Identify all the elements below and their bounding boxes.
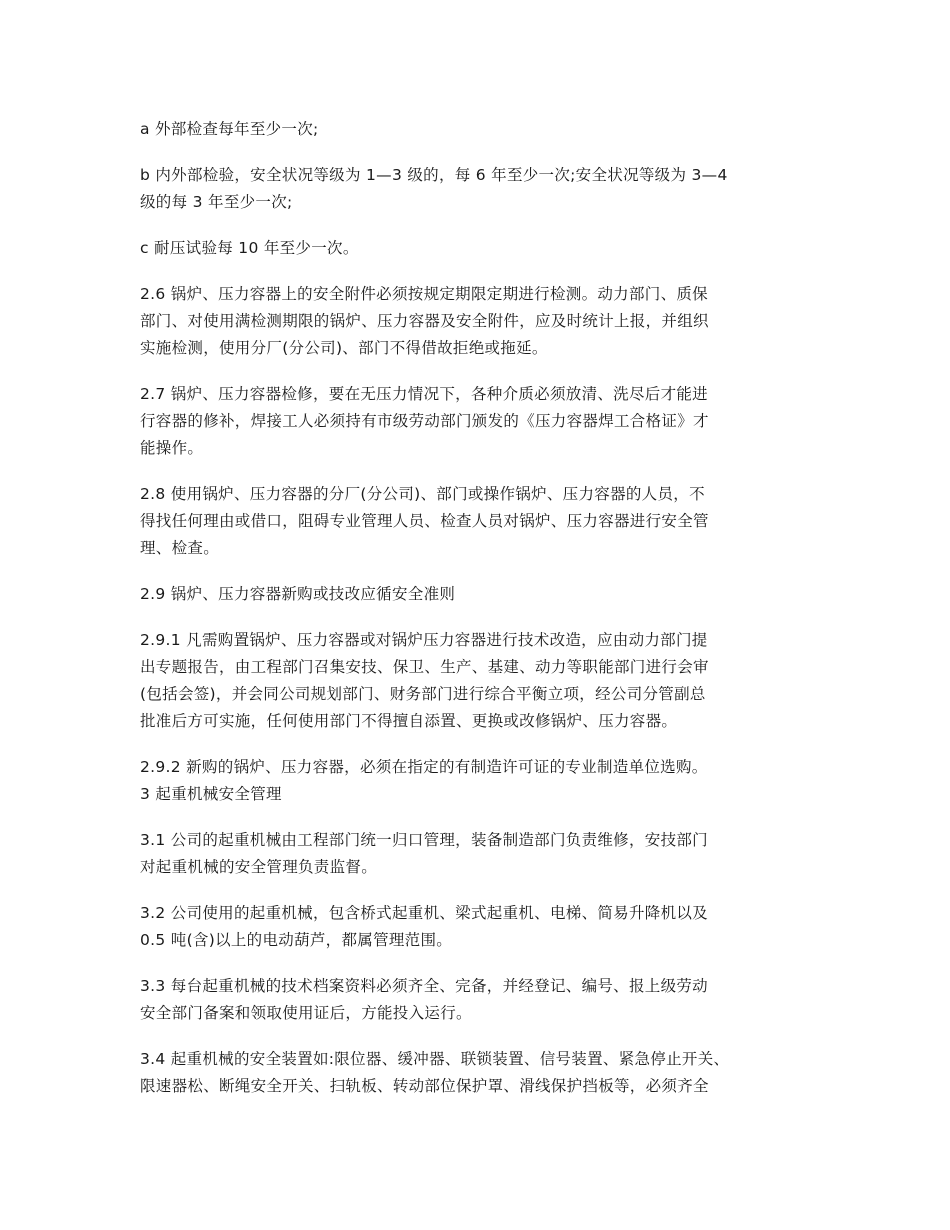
- text-line: 实施检测，使用分厂(分公司)、部门不得借故拒绝或拖延。: [140, 339, 548, 357]
- text-line: c 耐压试验每 10 年至少一次。: [140, 239, 359, 257]
- text-line: a 外部检查每年至少一次;: [140, 120, 319, 138]
- text-line: 3.4 起重机械的安全装置如:限位器、缓冲器、联锁装置、信号装置、紧急停止开关、: [140, 1050, 730, 1068]
- paragraph: [140, 116, 820, 143]
- document-body: [140, 116, 820, 1119]
- text-line: 3.3 每台起重机械的技术档案资料必须齐全、完备，并经登记、编号、报上级劳动: [140, 977, 708, 995]
- paragraph: [140, 1046, 820, 1100]
- text-line: 0.5 吨(含)以上的电动葫芦，都属管理范围。: [140, 931, 453, 949]
- paragraph: [140, 827, 820, 881]
- text-line: 2.7 锅炉、压力容器检修，要在无压力情况下，各种介质必须放清、洗尽后才能进: [140, 385, 708, 403]
- text-line: 2.8 使用锅炉、压力容器的分厂(分公司)、部门或操作锅炉、压力容器的人员，不: [140, 485, 705, 503]
- text-line: 行容器的修补，焊接工人必须持有市级劳动部门颁发的《压力容器焊工合格证》才: [140, 412, 709, 430]
- text-line: 批准后方可实施，任何使用部门不得擅自添置、更换或改修锅炉、压力容器。: [140, 712, 678, 730]
- text-line: 出专题报告，由工程部门召集安技、保卫、生产、基建、动力等职能部门进行会审: [140, 658, 709, 676]
- paragraph: [140, 235, 820, 262]
- text-line: 限速器松、断绳安全开关、扫轨板、转动部位保护罩、滑线保护挡板等，必须齐全: [140, 1077, 709, 1095]
- text-line: 部门、对使用满检测期限的锅炉、压力容器及安全附件，应及时统计上报，并组织: [140, 312, 709, 330]
- text-line: 安全部门备案和领取使用证后，方能投入运行。: [140, 1004, 472, 1022]
- paragraph: [140, 481, 820, 562]
- paragraph: [140, 973, 820, 1027]
- text-line: 级的每 3 年至少一次;: [140, 193, 293, 211]
- paragraph: [140, 627, 820, 735]
- paragraph: [140, 754, 820, 808]
- paragraph: [140, 281, 820, 362]
- paragraph: [140, 162, 820, 216]
- text-line: 3.1 公司的起重机械由工程部门统一归口管理，装备制造部门负责维修，安技部门: [140, 831, 708, 849]
- paragraph: [140, 900, 820, 954]
- paragraph: [140, 581, 820, 608]
- text-line: 3 起重机械安全管理: [140, 785, 282, 803]
- text-line: 理、检查。: [140, 539, 220, 557]
- text-line: 2.6 锅炉、压力容器上的安全附件必须按规定期限定期进行检测。动力部门、质保: [140, 285, 708, 303]
- text-line: 能操作。: [140, 439, 204, 457]
- text-line: 2.9.1 凡需购置锅炉、压力容器或对锅炉压力容器进行技术改造，应由动力部门提: [140, 631, 708, 649]
- text-line: b 内外部检验，安全状况等级为 1—3 级的，每 6 年至少一次;安全状况等级为 3—4: [140, 166, 728, 184]
- text-line: 对起重机械的安全管理负责监督。: [140, 858, 378, 876]
- text-line: 3.2 公司使用的起重机械，包含桥式起重机、梁式起重机、电梯、简易升降机以及: [140, 904, 708, 922]
- text-line: 2.9 锅炉、压力容器新购或技改应循安全准则: [140, 585, 456, 603]
- text-line: (包括会签)，并会同公司规划部门、财务部门进行综合平衡立项，经公司分管副总: [140, 685, 706, 703]
- text-line: 得找任何理由或借口，阻碍专业管理人员、检查人员对锅炉、压力容器进行安全管: [140, 512, 709, 530]
- text-line: 2.9.2 新购的锅炉、压力容器，必须在指定的有制造许可证的专业制造单位选购。: [140, 758, 708, 776]
- paragraph: [140, 381, 820, 462]
